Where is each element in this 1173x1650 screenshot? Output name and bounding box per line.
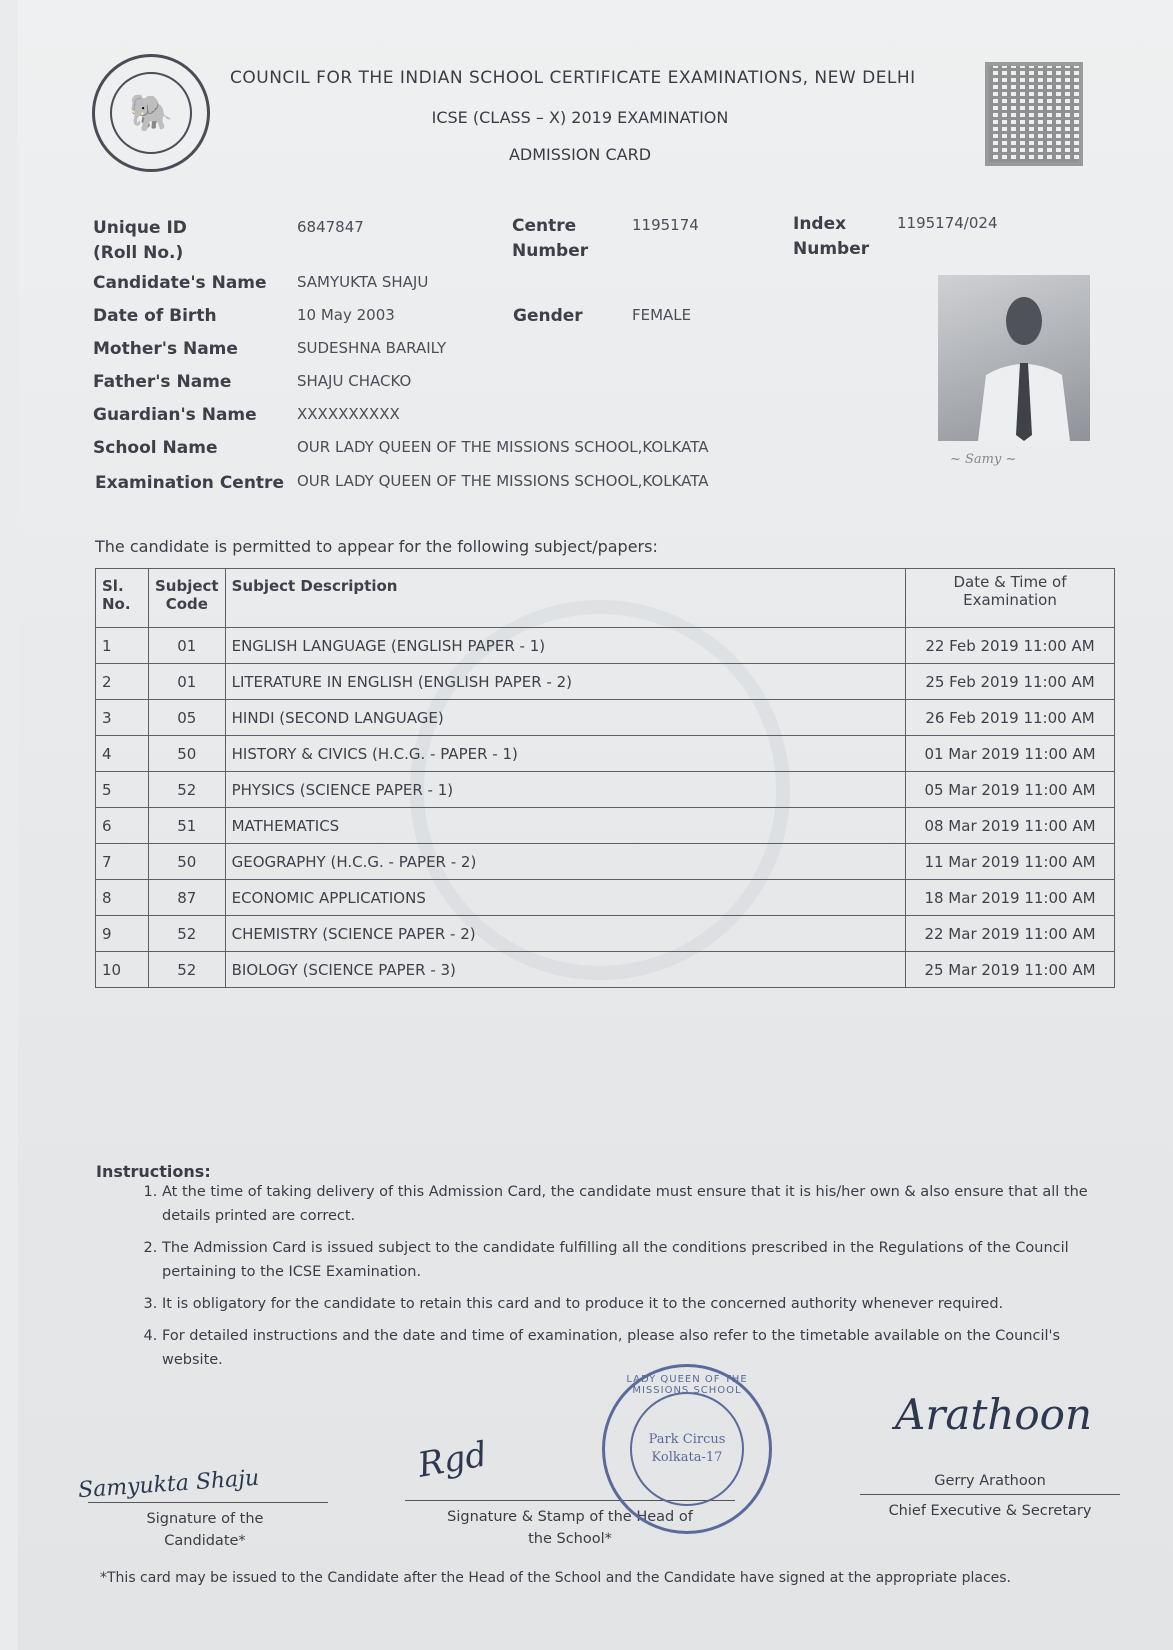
- dob-label: Date of Birth: [93, 306, 217, 326]
- secretary-title: Chief Executive & Secretary: [888, 1503, 1092, 1519]
- centre-value: 1195174: [632, 216, 699, 234]
- col-sl-header-1: Sl.: [102, 577, 124, 595]
- permit-text: The candidate is permitted to appear for the following subject/papers:: [95, 537, 658, 556]
- cell-datetime: 25 Feb 2019 11:00 AM: [906, 664, 1115, 700]
- cell-code: 01: [149, 628, 226, 664]
- stamp-line-1: Park Circus: [648, 1432, 726, 1447]
- cell-datetime: 18 Mar 2019 11:00 AM: [906, 880, 1115, 916]
- col-sl-header: [96, 569, 149, 628]
- cell-sl: 9: [96, 916, 149, 952]
- cell-sl: 3: [96, 700, 149, 736]
- cell-desc: LITERATURE IN ENGLISH (ENGLISH PAPER - 2): [225, 664, 905, 700]
- council-title: COUNCIL FOR THE INDIAN SCHOOL CERTIFICATE EXAMINATIONS, NEW DELHI: [230, 68, 916, 88]
- cell-sl: 8: [96, 880, 149, 916]
- school-value: OUR LADY QUEEN OF THE MISSIONS SCHOOL,KOLKATA: [297, 438, 709, 456]
- cell-datetime: 08 Mar 2019 11:00 AM: [906, 808, 1115, 844]
- head-signature-scribble: Rgd: [415, 1434, 491, 1486]
- gender-label: Gender: [513, 306, 583, 326]
- head-signature-caption-2: the School*: [528, 1531, 612, 1547]
- unique-id-value: 6847847: [297, 218, 364, 236]
- col-code-header-2: Code: [165, 595, 208, 613]
- footnote: *This card may be issued to the Candidate after the Head of the School and the Candidate have signed at the appropriate places.: [100, 1570, 1012, 1586]
- cell-desc: CHEMISTRY (SCIENCE PAPER - 2): [225, 916, 905, 952]
- unique-id-label-2: (Roll No.): [93, 243, 184, 263]
- index-label-2: Number: [793, 239, 870, 259]
- cell-sl: 1: [96, 628, 149, 664]
- head-signature-caption-1: Signature & Stamp of the Head of: [447, 1509, 693, 1525]
- father-label: Father's Name: [93, 372, 232, 392]
- index-label-1: Index: [793, 214, 847, 234]
- instruction-item: 3. It is obligatory for the candidate to retain this card and to produce it to the concerned authority whenever required.: [162, 1292, 1112, 1316]
- cell-datetime: 11 Mar 2019 11:00 AM: [906, 844, 1115, 880]
- table-row: [96, 664, 1115, 700]
- stamp-outer-text: LADY QUEEN OF THE MISSIONS SCHOOL: [626, 1374, 748, 1396]
- dob-value: 10 May 2003: [297, 306, 395, 324]
- col-dt-header: [906, 569, 1115, 628]
- school-label: School Name: [93, 438, 218, 458]
- col-dt-header-1: Date & Time of: [953, 573, 1067, 591]
- candidate-photo: [938, 275, 1090, 441]
- instruction-item: 1. At the time of taking delivery of this Admission Card, the candidate must ensure that it is his/her own & also ensure that all the details printed are correct.: [162, 1180, 1112, 1228]
- table-row: [96, 736, 1115, 772]
- cell-desc: BIOLOGY (SCIENCE PAPER - 3): [225, 952, 905, 988]
- cell-datetime: 05 Mar 2019 11:00 AM: [906, 772, 1115, 808]
- exam-title: ICSE (CLASS – X) 2019 EXAMINATION: [431, 108, 729, 127]
- table-row: [96, 880, 1115, 916]
- cell-code: 01: [149, 664, 226, 700]
- cell-code: 51: [149, 808, 226, 844]
- table-row: [96, 700, 1115, 736]
- name-label: Candidate's Name: [93, 273, 267, 293]
- cell-desc: GEOGRAPHY (H.C.G. - PAPER - 2): [225, 844, 905, 880]
- candidate-signature-caption-1: Signature of the: [146, 1511, 264, 1527]
- instruction-item: 2. The Admission Card is issued subject to the candidate fulfilling all the conditions prescribed in the Regulations of the Council pertaining to the ICSE Examination.: [162, 1236, 1112, 1284]
- cell-desc: ENGLISH LANGUAGE (ENGLISH PAPER - 1): [225, 628, 905, 664]
- candidate-signature-caption: [110, 1508, 300, 1552]
- subjects-table: [95, 568, 1115, 988]
- cell-code: 52: [149, 772, 226, 808]
- cell-datetime: 22 Feb 2019 11:00 AM: [906, 628, 1115, 664]
- instructions-list: [118, 1180, 1112, 1380]
- cell-sl: 4: [96, 736, 149, 772]
- index-value: 1195174/024: [897, 214, 998, 232]
- qr-code-icon: [985, 62, 1083, 166]
- instructions-heading: Instructions:: [96, 1162, 211, 1181]
- cell-code: 87: [149, 880, 226, 916]
- cell-sl: 7: [96, 844, 149, 880]
- cell-desc: ECONOMIC APPLICATIONS: [225, 880, 905, 916]
- guardian-value: XXXXXXXXXX: [297, 405, 400, 423]
- secretary-signature-scribble: Arathoon: [895, 1390, 1092, 1439]
- cell-sl: 5: [96, 772, 149, 808]
- cell-datetime: 25 Mar 2019 11:00 AM: [906, 952, 1115, 988]
- name-value: SAMYUKTA SHAJU: [297, 273, 429, 291]
- secretary-name: Gerry Arathoon: [934, 1473, 1046, 1489]
- cell-code: 05: [149, 700, 226, 736]
- cell-code: 50: [149, 736, 226, 772]
- cell-datetime: 22 Mar 2019 11:00 AM: [906, 916, 1115, 952]
- col-dt-header-2: Examination: [963, 591, 1057, 609]
- table-row: [96, 628, 1115, 664]
- stamp-line-2: Kolkata-17: [651, 1450, 723, 1465]
- col-code-header-1: Subject: [155, 577, 219, 595]
- centre-label-2: Number: [512, 241, 589, 261]
- col-sl-header-2: No.: [102, 595, 131, 613]
- guardian-label: Guardian's Name: [93, 405, 257, 425]
- unique-id-label-1: Unique ID: [93, 218, 187, 238]
- cell-sl: 6: [96, 808, 149, 844]
- cell-desc: HINDI (SECOND LANGUAGE): [225, 700, 905, 736]
- exam-centre-value: OUR LADY QUEEN OF THE MISSIONS SCHOOL,KOLKATA: [297, 472, 709, 490]
- table-header-row: [96, 569, 1115, 628]
- cell-desc: HISTORY & CIVICS (H.C.G. - PAPER - 1): [225, 736, 905, 772]
- table-row: [96, 844, 1115, 880]
- col-code-header: [149, 569, 226, 628]
- council-logo: [92, 54, 210, 172]
- candidate-signature-caption-2: Candidate*: [164, 1533, 246, 1549]
- father-value: SHAJU CHACKO: [297, 372, 412, 390]
- person-silhouette-icon: [938, 275, 1090, 441]
- cell-sl: 10: [96, 952, 149, 988]
- centre-label-1: Centre: [512, 216, 577, 236]
- photo-signature-scribble: ~ Samy ~: [950, 452, 1017, 467]
- cell-datetime: 26 Feb 2019 11:00 AM: [906, 700, 1115, 736]
- instruction-item: 4. For detailed instructions and the date and time of examination, please also refer to the timetable available on the Council's website.: [162, 1324, 1112, 1372]
- table-row: [96, 952, 1115, 988]
- cell-datetime: 01 Mar 2019 11:00 AM: [906, 736, 1115, 772]
- table-row: [96, 808, 1115, 844]
- table-row: [96, 916, 1115, 952]
- elephant-seal-icon: 🐘: [110, 72, 192, 154]
- gender-value: FEMALE: [632, 306, 692, 324]
- cell-sl: 2: [96, 664, 149, 700]
- cell-desc: MATHEMATICS: [225, 808, 905, 844]
- candidate-signature-line: [88, 1502, 328, 1503]
- card-title: ADMISSION CARD: [508, 145, 652, 164]
- exam-centre-label: Examination Centre: [95, 473, 284, 493]
- school-stamp-inner: [630, 1392, 744, 1506]
- cell-code: 50: [149, 844, 226, 880]
- cell-desc: PHYSICS (SCIENCE PAPER - 1): [225, 772, 905, 808]
- table-row: [96, 772, 1115, 808]
- cell-code: 52: [149, 916, 226, 952]
- cell-code: 52: [149, 952, 226, 988]
- mother-label: Mother's Name: [93, 339, 238, 359]
- mother-value: SUDESHNA BARAILY: [297, 339, 447, 357]
- col-desc-header: Subject Description: [225, 569, 905, 628]
- candidate-signature-scribble: Samyukta Shaju: [77, 1465, 260, 1504]
- secretary-signature-line: [860, 1494, 1120, 1495]
